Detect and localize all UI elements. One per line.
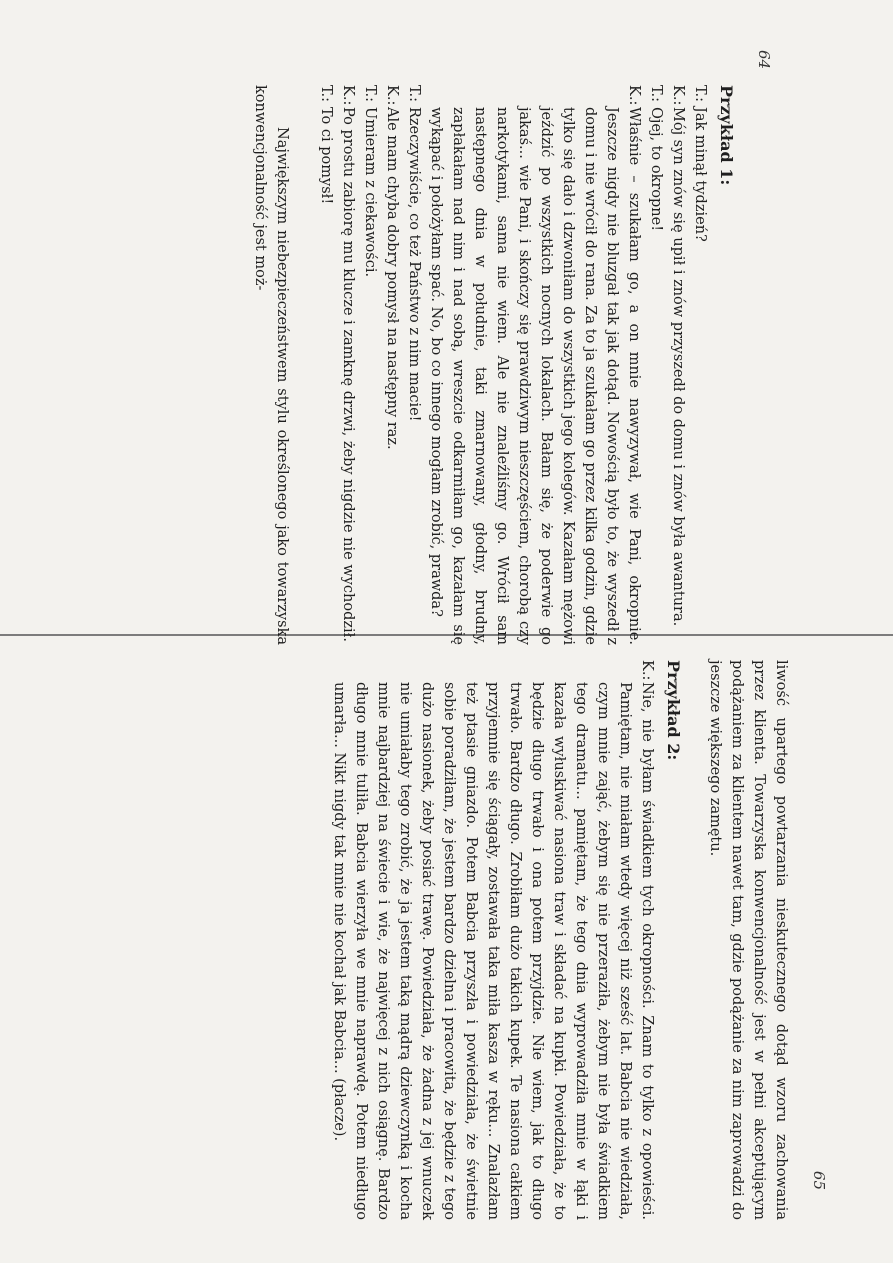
speaker-label: K.: [340,85,356,106]
dialog-line [425,85,645,645]
dialog-example-1 [315,85,711,645]
speech-text: Umieram z ciekawości. [362,107,378,278]
page-content [328,660,792,1220]
dialog-line [645,85,667,645]
speech-text: Po prostu zabiorę mu klucze i zamknę drzwi, żeby nigdzie nie wychodził. [340,107,356,642]
page-number: 65 [810,1170,828,1190]
page-65 [140,660,830,1230]
speaker-label: K.: [626,85,642,106]
speaker-label: T.: [648,85,664,103]
example-1-title: Przykład 1: [717,85,736,186]
speaker-label: T.: [692,85,708,103]
speech-text: Jak minął tydzień? [692,107,708,242]
speaker-label: K.: [639,660,655,681]
dialog-line [328,660,658,1220]
dialog-line [359,85,381,645]
speaker-label: K.: [384,85,400,106]
speaker-label: K.: [670,85,686,106]
page-64 [85,50,775,645]
body-paragraph: Największym niebezpieczeństwem stylu określonego jako towarzyska konwencjonalność jest moż- [252,85,290,645]
speech-text: To ci pomysł! [318,107,334,205]
dialog-line [689,85,711,645]
page-number: 64 [755,50,773,70]
example-2-title: Przykład 2: [664,660,683,761]
body-paragraph-continued: liwość upartego powtarzania nieskutecznego dotąd wzoru zachowania przez klienta. Towarzyska konwencjonalność jest w pełni akceptującym podążaniem za klientem nawet tam, gdzie podążanie za nim zaprowadzi do jeszcze większego zamętu. [707,660,789,1220]
dialog-line [381,85,403,645]
speech-text: Właśnie – szukałam go, a on mnie nawyzywał, wie Pani, okropnie. Jeszcze nigdy nie bluzgał tak jak dotąd. Nowością było to, że wyszedł z domu i nie wrócił do rana. Za to ja szukałam go przez kilka godzin, gdzie tylko się dało i dzwoniłam do wszystkich jego kolegów. Kazałam mężowi jeździć po wszystkich nocnych lokalach. Bałam się, że poderwie go jakaś... wie Pani, i skończy się prawdziwym nieszczęściem, chorobą czy narkotykami, sama nie wiem. Ale nie znaleźliśmy go. Wrócił sam następnego dnia w południe, taki zmarnowany, głodny, brudny, zapłakałam nad nim i nad sobą, wreszcie odkarmiłam go, kazałam się wykąpać i położyłam spać. No, bo co innego mogłam zrobić, prawda? [428,107,642,645]
dialog-line [403,85,425,645]
speaker-label: T.: [318,85,334,103]
speech-text: Ale mam chyba dobry pomysł na następny raz. [384,107,400,450]
speech-text: Ojej, to okropne! [648,107,664,232]
dialog-line [337,85,359,645]
speaker-label: T.: [362,85,378,103]
dialog-line [315,85,337,645]
speech-text: Nie, nie byłam świadkiem tych okropności. Znam to tylko z opowieści. Pamiętam, nie miałam wtedy więcej niż sześć lat. Babcia nie wiedziała, czym mnie zająć, żebym się nie przeraziła, żebym nie była świadkiem tego dramatu... pamiętam, że tego dnia wyprowadziła mnie w łąki i kazała wyłuskiwać nasiona traw i składać na kupki. Powiedziała, że to będzie długo trwało i ona potem przyjdzie. Nie wiem, jak to długo trwało. Bardzo długo. Zrobiłam dużo takich kupek. Te nasiona całkiem przyjemnie się ściągały, zostawała taka miła kasza w ręku... Znalazłam też ptasie gniazdo. Potem Babcia przyszła i powiedziała, że świetnie sobie poradziłam, że jestem bardzo dzielna i pracowita, że będzie z tego dużo nasionek, żeby posiać trawę. Powiedziała, że żadna z jej wnuczek nie umiałaby tego zrobić, że ja jestem taką mądrą dziewczynką i kocha mnie najbardziej na świecie i wie, że najwięcej z nich osiągnę. Bardzo długo mnie tuliła. Babcia wierzyła we mnie naprawdę. Potem niedługo umarła... Nikt nigdy tak mnie nie kochał jak Babcia... (płacze). [331,682,655,1220]
dialog-example-2 [328,660,658,1220]
dialog-line [667,85,689,645]
speech-text: Mój syn znów się upił i znów przyszedł do domu i znów była awantura. [670,107,686,627]
speaker-label: T.: [406,85,422,103]
page-content [249,85,737,645]
speech-text: Rzeczywiście, co też Państwo z nim macie! [406,107,422,422]
